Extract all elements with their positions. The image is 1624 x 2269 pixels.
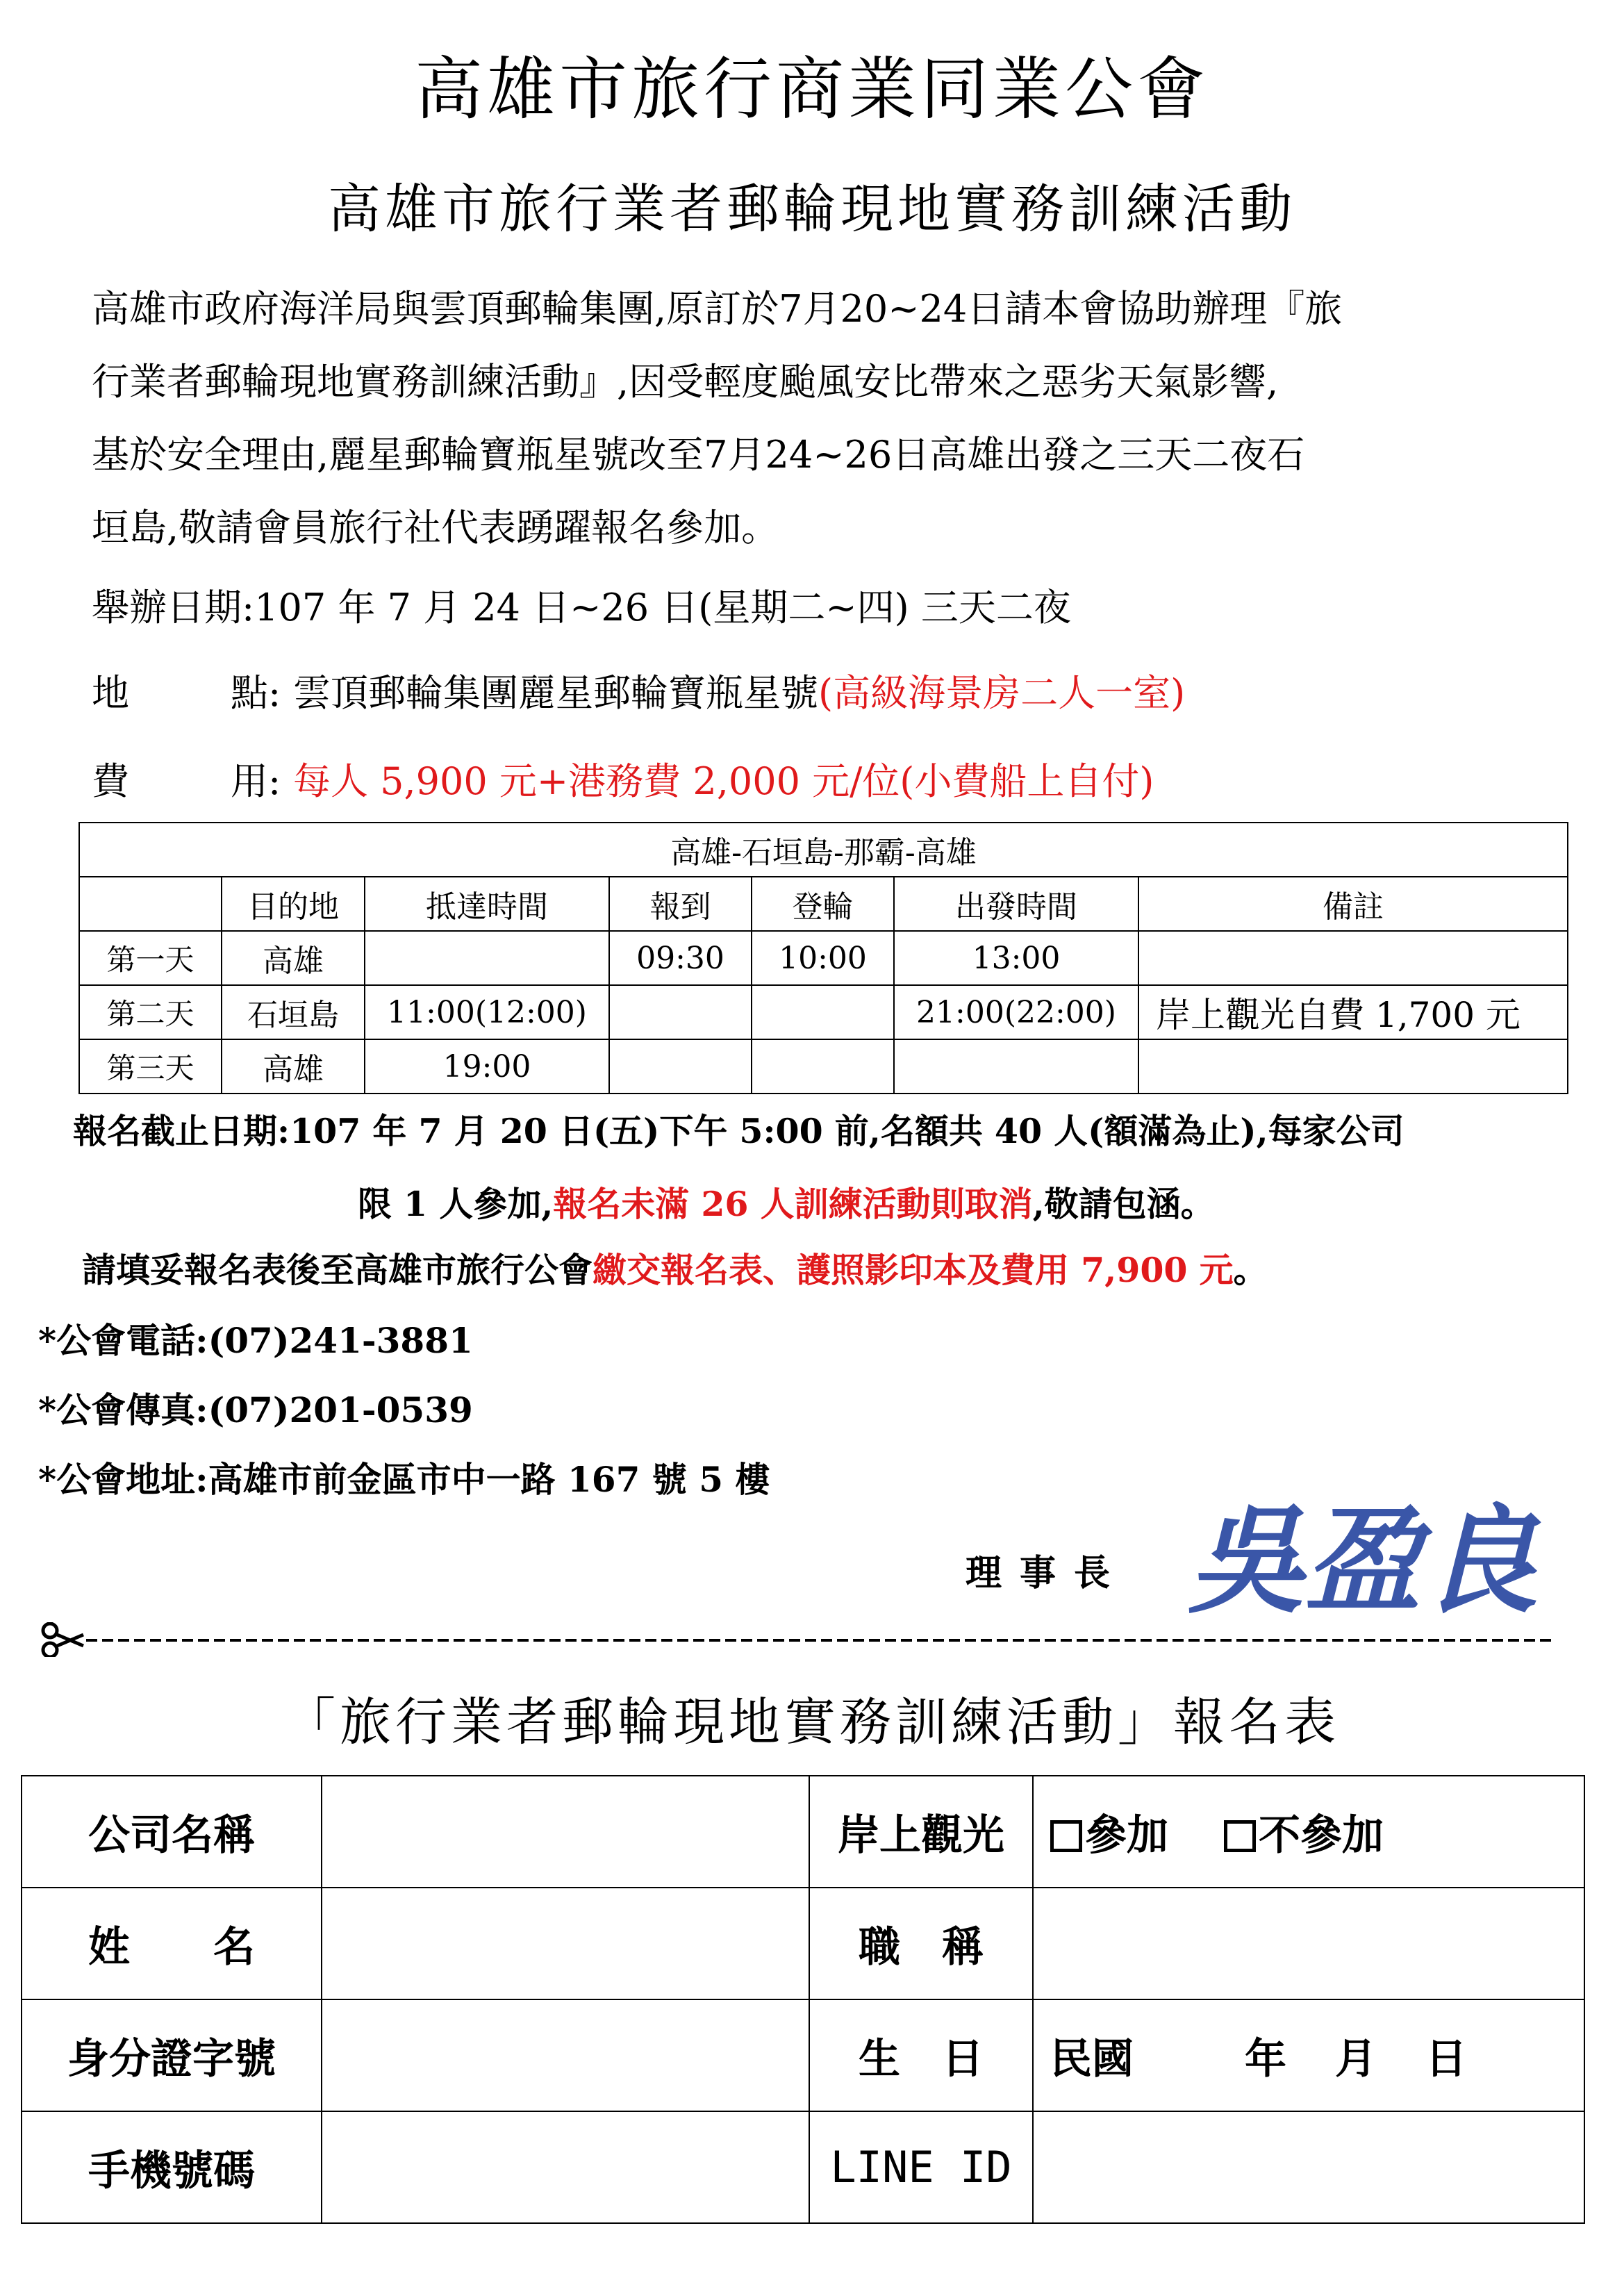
job-title-label: 職 稱 xyxy=(809,1888,1033,1999)
event-fee-row xyxy=(92,761,1154,802)
birthday-day: 日 xyxy=(1425,2034,1467,2084)
mobile-field[interactable] xyxy=(322,2111,809,2223)
birthday-field[interactable] xyxy=(1033,1999,1584,2111)
table-cell: 13:00 xyxy=(894,931,1138,985)
shore-excursion-label: 岸上觀光 xyxy=(809,1776,1033,1888)
itinerary-route-row xyxy=(79,823,1568,877)
job-title-field[interactable] xyxy=(1033,1888,1584,1999)
line-id-field[interactable] xyxy=(1033,2111,1584,2223)
event-place-note: (高級海景房二人一室) xyxy=(818,671,1186,715)
name-label: 姓 名 xyxy=(22,1888,322,1999)
submission-items: 繳交報名表、護照影印本及費用 7,900 元 xyxy=(593,1250,1234,1290)
event-place-label: 地 xyxy=(92,671,129,715)
intro-line: 行業者郵輪現地實務訓練活動』,因受輕度颱風安比帶來之惡劣天氣影響, xyxy=(92,360,1279,404)
intro-line: 基於安全理由,麗星郵輪寶瓶星號改至7月24~26日高雄出發之三天二夜石 xyxy=(92,433,1305,477)
id-number-field[interactable] xyxy=(322,1999,809,2111)
table-cell xyxy=(894,1039,1138,1094)
table-header-cell xyxy=(79,877,222,931)
line-id-label: LINE ID xyxy=(809,2111,1033,2223)
table-cell: 岸上觀光自費 1,700 元 xyxy=(1138,985,1568,1039)
table-cell: 第二天 xyxy=(79,985,222,1039)
event-fee-label: 費 xyxy=(92,759,129,803)
table-cell xyxy=(609,1039,752,1094)
table-header-cell: 登輪 xyxy=(752,877,894,931)
table-cell: 19:00 xyxy=(365,1039,609,1094)
form-row xyxy=(22,1776,1584,1888)
form-row xyxy=(22,1888,1584,1999)
table-cell: 高雄 xyxy=(222,1039,365,1094)
table-cell: 10:00 xyxy=(752,931,894,985)
event-fee-label: 用: xyxy=(231,759,281,803)
mobile-label: 手機號碼 xyxy=(22,2111,322,2223)
option-join-label: 參加 xyxy=(1085,1810,1168,1860)
form-row xyxy=(22,2111,1584,2223)
shore-excursion-options xyxy=(1033,1776,1584,1888)
deadline-apology: ,敬請包涵。 xyxy=(1032,1184,1215,1224)
company-name-label: 公司名稱 xyxy=(22,1776,322,1888)
table-row xyxy=(79,985,1568,1039)
table-cell: 11:00(12:00) xyxy=(365,985,609,1039)
table-cell xyxy=(365,931,609,985)
itinerary-header-row xyxy=(79,877,1568,931)
cut-line xyxy=(40,1622,1561,1657)
table-cell: 高雄 xyxy=(222,931,365,985)
intro-line: 高雄市政府海洋局與雲頂郵輪集團,原訂於7月20~24日請本會協助辦理『旅 xyxy=(92,287,1343,331)
submission-end: 。 xyxy=(1233,1250,1268,1290)
association-phone: *公會電話:(07)241-3881 xyxy=(38,1320,473,1361)
name-field[interactable] xyxy=(322,1888,809,1999)
page-title: 高雄市旅行商業同業公會 xyxy=(414,50,1209,129)
table-cell xyxy=(1138,1039,1568,1094)
event-place-row xyxy=(92,673,1185,714)
chairman-label: 理事長 xyxy=(966,1552,1129,1594)
checkbox-icon[interactable] xyxy=(1050,1820,1082,1852)
table-cell: 石垣島 xyxy=(222,985,365,1039)
submission-location: 請填妥報名表後至高雄市旅行公會 xyxy=(82,1250,593,1290)
deadline-limit: 限 1 人參加, xyxy=(358,1184,554,1224)
birthday-month: 月 xyxy=(1335,2034,1377,2084)
form-title: 「旅行業者郵輪現地實務訓練活動」報名表 xyxy=(284,1692,1340,1752)
table-cell xyxy=(752,1039,894,1094)
registration-form xyxy=(21,1775,1585,2224)
chairman-signature xyxy=(1181,1490,1570,1622)
table-cell: 第三天 xyxy=(79,1039,222,1094)
company-name-field[interactable] xyxy=(322,1776,809,1888)
deadline-text xyxy=(358,1178,1215,1226)
id-number-label: 身分證字號 xyxy=(22,1999,322,2111)
association-fax: *公會傳真:(07)201-0539 xyxy=(38,1389,473,1430)
table-row xyxy=(79,1039,1568,1094)
scissors-icon xyxy=(43,1624,83,1657)
event-place-label: 點: xyxy=(231,671,281,715)
table-header-cell: 出發時間 xyxy=(894,877,1138,931)
birthday-label: 生 日 xyxy=(809,1999,1033,2111)
event-fee-value: 每人 5,900 元+港務費 2,000 元/位(小費船上自付) xyxy=(293,759,1154,803)
table-row xyxy=(79,931,1568,985)
page-subtitle: 高雄市旅行業者郵輪現地實務訓練活動 xyxy=(328,178,1296,240)
birthday-era: 民國 xyxy=(1050,2034,1134,2084)
itinerary-table xyxy=(78,822,1568,1094)
deadline-cancel-note: 報名未滿 26 人訓練活動則取消 xyxy=(553,1184,1033,1224)
table-cell: 21:00(22:00) xyxy=(894,985,1138,1039)
event-date-label: 舉辦日期: xyxy=(92,586,255,629)
checkbox-icon[interactable] xyxy=(1224,1820,1256,1852)
table-header-cell: 目的地 xyxy=(222,877,365,931)
table-cell xyxy=(752,985,894,1039)
option-not-join-label: 不參加 xyxy=(1259,1810,1384,1860)
intro-line: 垣島,敬請會員旅行社代表踴躍報名參加。 xyxy=(92,506,779,550)
signature-text: 吳盈良 xyxy=(1188,1492,1538,1622)
event-date-value: 107 年 7 月 24 日~26 日(星期二~四) 三天二夜 xyxy=(254,586,1071,629)
table-cell: 第一天 xyxy=(79,931,222,985)
deadline-text: 報名截止日期:107 年 7 月 20 日(五)下午 5:00 前,名額共 40 人(額滿為止),每家公司 xyxy=(73,1111,1405,1151)
association-address: *公會地址:高雄市前金區市中一路 167 號 5 樓 xyxy=(38,1459,770,1500)
event-place-value: 雲頂郵輪集團麗星郵輪寶瓶星號 xyxy=(293,671,818,715)
table-header-cell: 備註 xyxy=(1138,877,1568,931)
table-cell xyxy=(609,985,752,1039)
table-header-cell: 抵達時間 xyxy=(365,877,609,931)
itinerary-route: 高雄-石垣島-那霸-高雄 xyxy=(79,823,1568,877)
form-row xyxy=(22,1999,1584,2111)
submission-instructions xyxy=(82,1244,1268,1292)
birthday-year: 年 xyxy=(1245,2034,1286,2084)
table-cell: 09:30 xyxy=(609,931,752,985)
table-header-cell: 報到 xyxy=(609,877,752,931)
table-cell xyxy=(1138,931,1568,985)
event-date-row xyxy=(92,587,1071,629)
